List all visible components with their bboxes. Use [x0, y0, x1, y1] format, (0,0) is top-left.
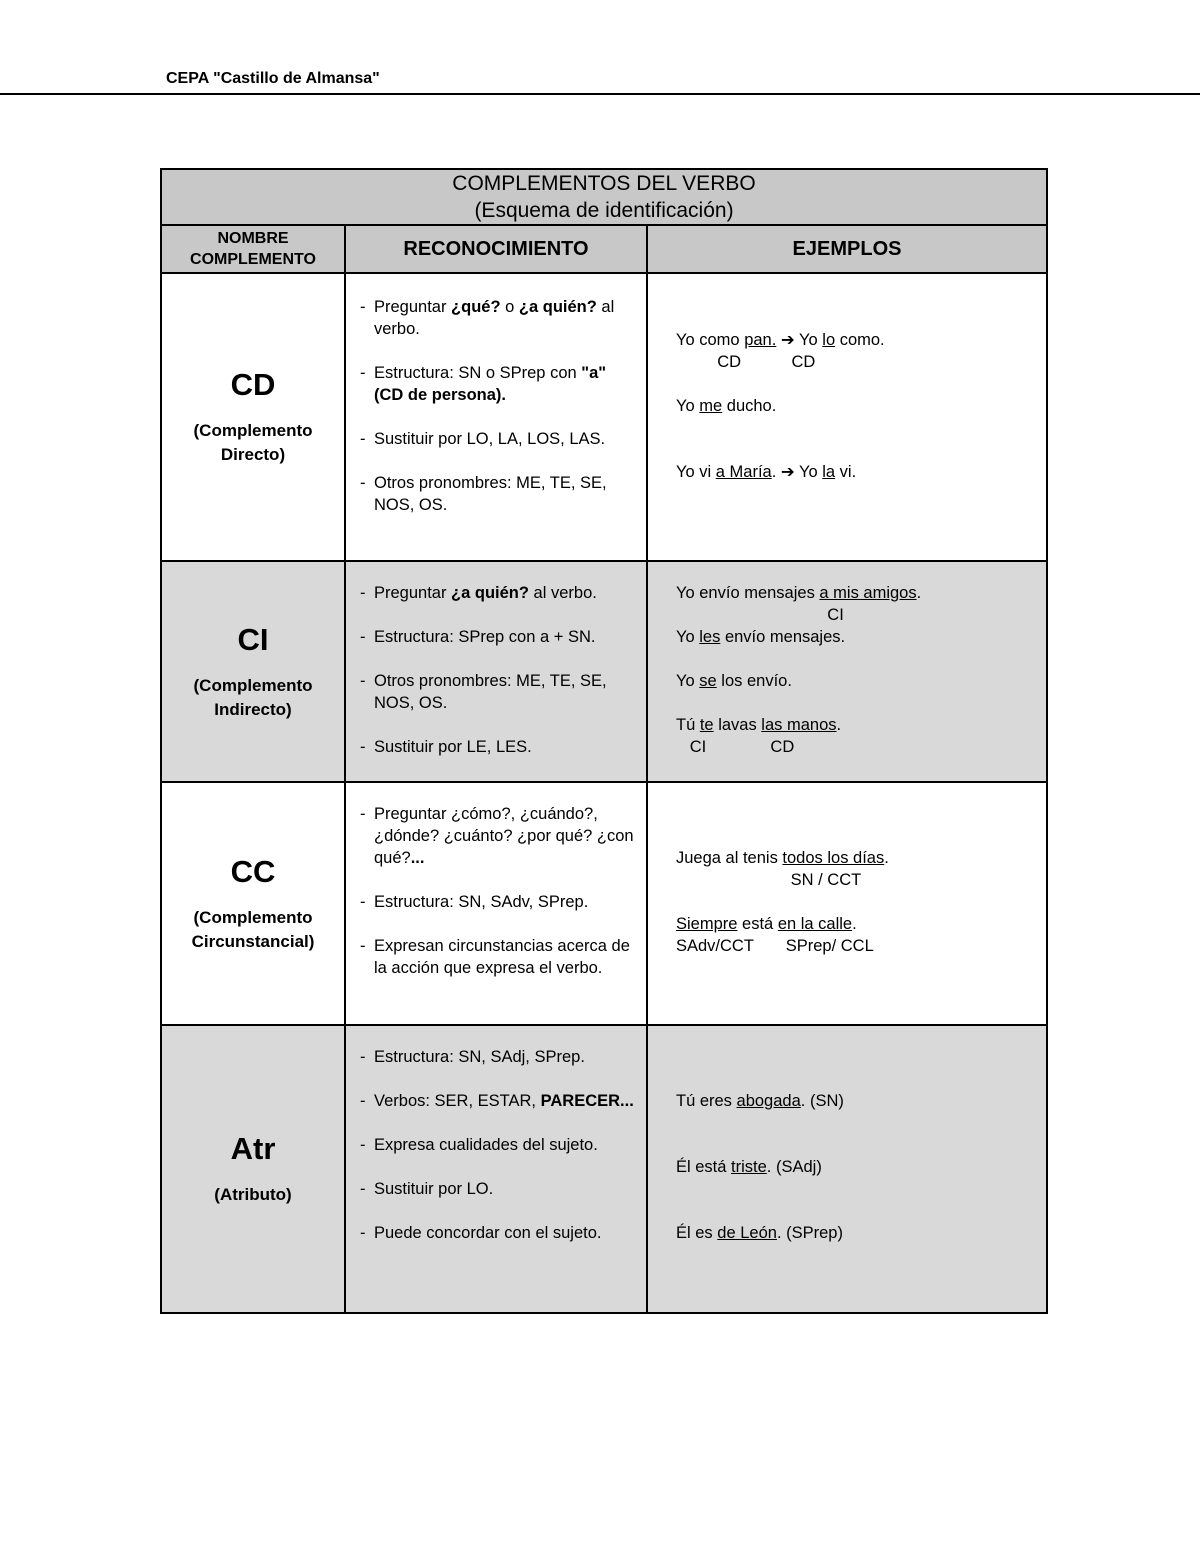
column-header-recognition: RECONOCIMIENTO	[345, 225, 647, 273]
column-header-name-line1: NOMBRE	[217, 230, 289, 247]
complement-fullname-line1: (Complemento	[193, 907, 313, 927]
recognition-item: - Sustituir por LE, LES.	[360, 736, 636, 758]
recognition-item: - Estructura: SPrep con a + SN.	[360, 626, 636, 648]
complement-abbr: CI	[237, 621, 269, 657]
recognition-item: - Puede concordar con el sujeto.	[360, 1222, 636, 1244]
example-line: Yo les envío mensajes.	[676, 628, 846, 646]
examples-cd	[647, 273, 1047, 561]
complement-name-atr	[161, 1025, 345, 1313]
complement-fullname	[162, 1183, 344, 1207]
complement-abbr: CC	[230, 853, 276, 889]
example-line: Yo envío mensajes a mis amigos.	[676, 584, 922, 602]
example-line: Yo me ducho.	[676, 397, 777, 415]
examples-ci	[647, 561, 1047, 782]
complement-fullname-line1: (Atributo)	[214, 1185, 292, 1204]
arrow-right-icon: ➔	[780, 463, 795, 481]
column-header-name-line2: COMPLEMENTO	[190, 251, 316, 268]
complement-name-ci	[161, 561, 345, 782]
example-line: Siempre está en la calle.	[676, 915, 857, 933]
example-line: Yo vi a María. ➔ Yo la vi.	[676, 463, 857, 481]
example-annotation: CI CD	[676, 738, 795, 756]
table-title-line1: COMPLEMENTOS DEL VERBO	[452, 172, 756, 195]
recognition-item: - Sustituir por LO, LA, LOS, LAS.	[360, 428, 636, 450]
arrow-right-icon: ➔	[780, 331, 795, 349]
complement-fullname	[162, 419, 344, 467]
example-annotation: CI	[676, 606, 844, 624]
complement-fullname-line2: Directo)	[220, 445, 286, 464]
example-line: Tú eres abogada. (SN)	[676, 1092, 844, 1110]
column-header-examples: EJEMPLOS	[647, 225, 1047, 273]
recognition-cd	[345, 273, 647, 561]
example-annotation: SN / CCT	[676, 871, 862, 889]
header-rule	[0, 93, 1200, 95]
complement-name-cd	[161, 273, 345, 561]
complement-name-cc	[161, 782, 345, 1025]
complement-fullname-line2: Indirecto)	[214, 699, 292, 719]
recognition-item: - Preguntar ¿qué? o ¿a quién? al verbo.	[360, 296, 636, 340]
example-annotation: CD CD	[676, 353, 816, 371]
table-title	[161, 169, 1047, 225]
recognition-item: - Expresan circunstancias acerca de la acción que expresa el verbo.	[360, 935, 636, 979]
complement-abbr: Atr	[230, 1131, 276, 1166]
recognition-ci	[345, 561, 647, 782]
recognition-atr	[345, 1025, 647, 1313]
table-row-ci	[161, 561, 1047, 782]
complement-fullname	[162, 906, 344, 954]
table-title-line2: (Esquema de identificación)	[474, 199, 734, 222]
column-header-name	[161, 225, 345, 273]
page-header: CEPA "Castillo de Almansa"	[166, 70, 380, 87]
recognition-item: - Estructura: SN, SAdv, SPrep.	[360, 891, 636, 913]
examples-cc	[647, 782, 1047, 1025]
examples-atr	[647, 1025, 1047, 1313]
complements-table	[160, 168, 1048, 1314]
recognition-item: - Preguntar ¿cómo?, ¿cuándo?, ¿dónde? ¿cuánto? ¿por qué? ¿con qué?...	[360, 803, 636, 869]
complement-fullname-line1: (Complemento	[193, 675, 313, 695]
recognition-item: - Verbos: SER, ESTAR, PARECER...	[360, 1090, 636, 1112]
complement-abbr: CD	[230, 367, 276, 402]
recognition-item: - Sustituir por LO.	[360, 1178, 636, 1200]
example-line: Él está triste. (SAdj)	[676, 1158, 822, 1176]
recognition-item: - Otros pronombres: ME, TE, SE, NOS, OS.	[360, 472, 636, 516]
example-line: Juega al tenis todos los días.	[676, 849, 889, 867]
recognition-item: - Estructura: SN, SAdj, SPrep.	[360, 1046, 636, 1068]
example-line: Yo como pan. ➔ Yo lo como.	[676, 331, 885, 349]
example-line: Yo se los envío.	[676, 672, 792, 690]
table-row-cd	[161, 273, 1047, 561]
recognition-cc	[345, 782, 647, 1025]
table-row-atr	[161, 1025, 1047, 1313]
recognition-item: - Otros pronombres: ME, TE, SE, NOS, OS.	[360, 670, 636, 714]
example-line: Él es de León. (SPrep)	[676, 1224, 843, 1242]
recognition-item: - Preguntar ¿a quién? al verbo.	[360, 582, 636, 604]
recognition-item: - Estructura: SN o SPrep con "a" (CD de persona).	[360, 362, 636, 406]
complement-fullname-line1: (Complemento	[193, 421, 313, 440]
recognition-item: - Expresa cualidades del sujeto.	[360, 1134, 636, 1156]
example-annotation: SAdv/CCT SPrep/ CCL	[676, 937, 874, 955]
example-line: Tú te lavas las manos.	[676, 716, 842, 734]
complement-fullname-line2: Circunstancial)	[191, 931, 315, 951]
complement-fullname	[162, 674, 344, 722]
table-row-cc	[161, 782, 1047, 1025]
